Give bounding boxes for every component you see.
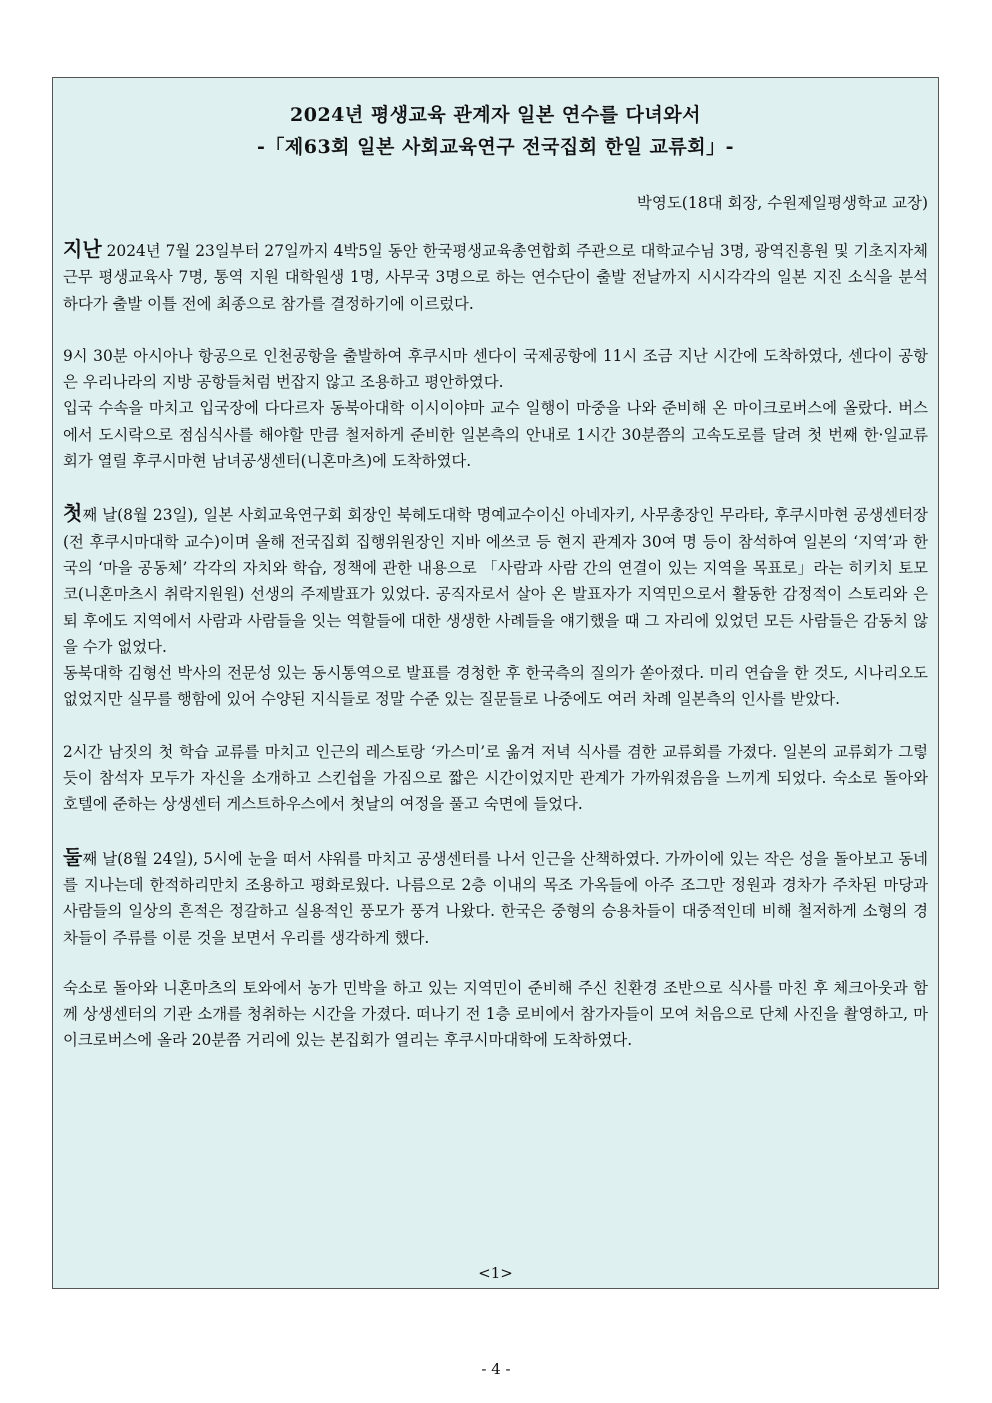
paragraph: 9시 30분 아시아나 항공으로 인천공항을 출발하여 후쿠시마 센다이 국제공항에 11시 조금 지난 시간에 도착하였다, 센다이 공항은 우리나라의 지방 공항들처럼 번잡지 않고 조용하고 평안하였다.: [63, 346, 928, 392]
paragraph: 입국 수속을 마치고 입국장에 다다르자 동북아대학 이시이야마 교수 일행이 마중을 나와 준비해 온 마이크로버스에 올랐다. 버스에서 도시락으로 점심식사를 해야할 만큼 철저하게 준비한 일본측의 안내로 1시간 30분쯤의 고속도로를 달려 첫 번째 한·일교류회가 열릴 후쿠시마현 남녀공생센터(니혼마츠)에 도착하였다.: [63, 399, 928, 471]
paragraph: 2시간 남짓의 첫 학습 교류를 마치고 인근의 레스토랑 ‘카스미’로 옮겨 저녁 식사를 겸한 교류회를 가졌다. 일본의 교류회가 그렇듯이 참석자 모두가 자신을 소개하고 스킨쉽을 가짐으로 짧은 시간이었지만 관계가 가까워졌음을 느끼게 되었다. 숙소로 돌아와 호텔에 준하는 상생센터 게스트하우스에서 첫날의 여정을 풀고 숙면에 들었다.: [63, 742, 928, 814]
paragraph: 지난 2024년 7월 23일부터 27일까지 4박5일 동안 한국평생교육총연합회 주관으로 대학교수님 3명, 광역진흥원 및 기초지자체 근무 평생교육사 7명, 통역 지원 대학원생 1명, 사무국 3명으로 하는 연수단이 출발 전날까지 시시각각의 일본 지진 소식을 분석하다가 출발 이틀 전에 최종으로 참가를 결정하기에 이르렀다.: [63, 237, 928, 313]
article-subtitle: -「제63회 일본 사회교육연구 전국집회 한일 교류회」-: [256, 136, 734, 158]
paragraph: 첫째 날(8월 23일), 일본 사회교육연구회 회장인 북헤도대학 명예교수이신 아네자키, 사무총장인 무라타, 후쿠시마현 공생센터장(전 후쿠시마대학 교수)이며 올해 전국집회 집행위원장인 지바 에쓰코 등 현지 관계자 30여 명 등이 참석하여 일본의 ‘지역’과 한국의 ‘마을 공동체’ 각각의 자치와 학습, 정책에 관한 내용으로 「사람과 사람 간의 연결이 있는 지역을 목표로」라는 히키치 토모코(니혼마츠시 취락지원원) 선생의 주제발표가 있었다. 공직자로서 살아 온 발표자가 지역민으로서 활동한 감정적이 스토리와 은퇴 후에도 지역에서 사람과 사람들을 잇는 역할들에 대한 생생한 사례들을 얘기했을 때 그 자리에 있었던 모든 사람들은 감동치 않을 수가 없었다.: [63, 501, 928, 656]
article-body: [63, 236, 928, 1054]
paragraph: 둘째 날(8월 24일), 5시에 눈을 떠서 샤워를 마치고 공생센터를 나서 인근을 산책하였다. 가까이에 있는 작은 성을 돌아보고 동네를 지나는데 한적하리만치 조용하고 평화로웠다. 나름으로 2층 이내의 목조 가옥들에 아주 조그만 정원과 경차가 주차된 마당과 사람들의 일상의 흔적은 정갈하고 실용적인 풍모가 풍겨 나왔다. 한국은 중형의 승용차들이 대중적인데 비해 철저하게 소형의 경차들이 주류를 이룬 것을 보면서 우리를 생각하게 했다.: [63, 844, 928, 947]
paragraph: 동북대학 김형선 박사의 전문성 있는 동시통역으로 발표를 경청한 후 한국측의 질의가 쏟아졌다. 미리 연습을 한 것도, 시나리오도 없었지만 실무를 행함에 있어 수양된 지식들로 정말 수준 있는 질문들로 나중에도 여러 차례 일본측의 인사를 받았다.: [63, 664, 928, 709]
box-page-number: <1>: [478, 1264, 513, 1282]
article-title: 2024년 평생교육 관계자 일본 연수를 다녀와서: [290, 104, 701, 126]
paragraph: 숙소로 돌아와 니혼마츠의 토와에서 농가 민박을 하고 있는 지역민이 준비해 주신 친환경 조반으로 식사를 마친 후 체크아웃과 함께 상생센터의 기관 소개를 청취하는 시간을 가졌다. 떠나기 전 1층 로비에서 참가자들이 모여 처음으로 단체 사진을 촬영하고, 마이크로버스에 올라 20분쯤 거리에 있는 본집회가 열리는 후쿠시마대학에 도착하였다.: [63, 978, 928, 1050]
footer-page-number: - 4 -: [481, 1360, 511, 1378]
author-line: 박영도(18대 회장, 수원제일평생학교 교장): [636, 194, 928, 212]
article-box: [52, 77, 939, 1289]
lead-word: 둘: [63, 844, 83, 869]
lead-word: 첫: [63, 501, 83, 526]
lead-word: 지난: [63, 237, 102, 261]
